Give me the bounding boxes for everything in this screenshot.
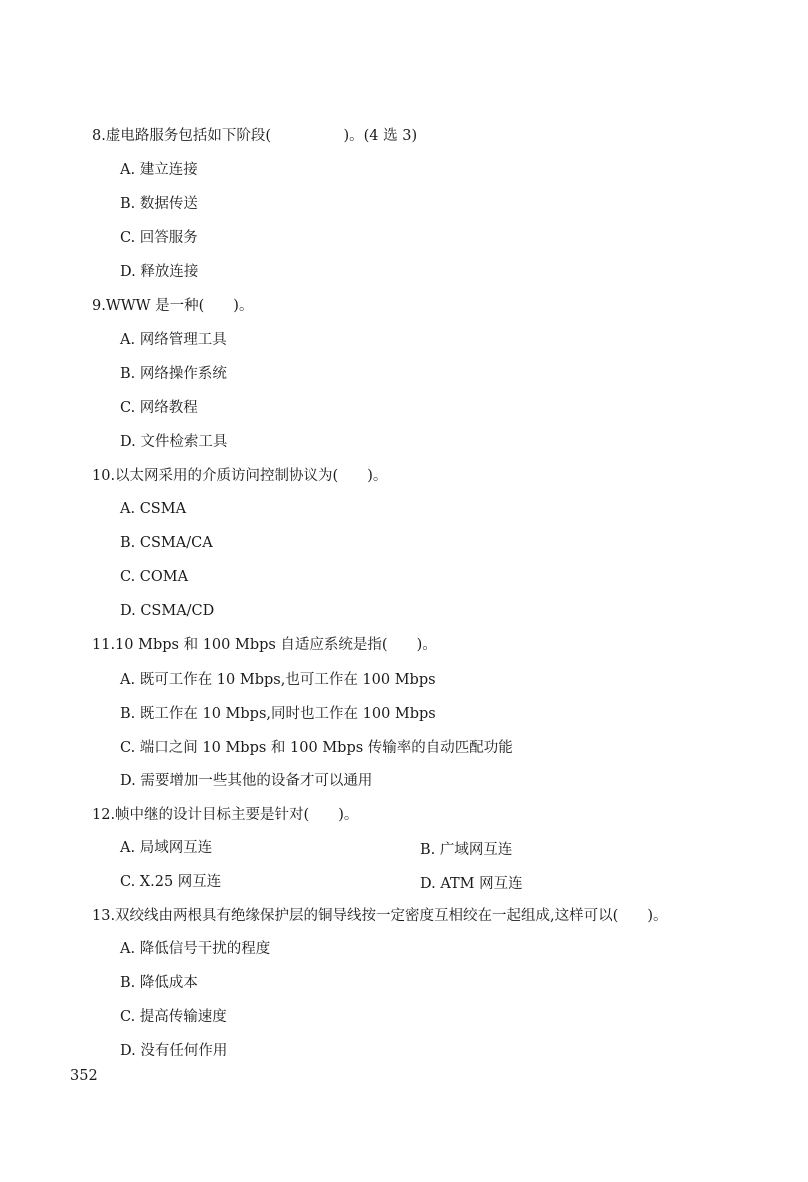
question-10-option-d: D. CSMA/CD [120,603,215,619]
question-8-option-c: C. 回答服务 [120,230,198,246]
question-13-stem: 13.双绞线由两根具有绝缘保护层的铜导线按一定密度互相绞在一起组成,这样可以( )。 [92,908,668,924]
question-11-option-d: D. 需要增加一些其他的设备才可以通用 [120,773,373,789]
question-12-option-a: A. 局域网互连 [120,840,213,856]
question-9-option-b: B. 网络操作系统 [120,366,227,382]
question-10-option-c: C. COMA [120,569,189,585]
question-8-stem: 8.虚电路服务包括如下阶段( )。(4 选 3) [92,128,418,144]
page-number: 352 [70,1068,98,1084]
question-10-option-b: B. CSMA/CA [120,535,213,551]
question-11-option-c: C. 端口之间 10 Mbps 和 100 Mbps 传输率的自动匹配功能 [120,740,513,756]
question-9-stem: 9.WWW 是一种( )。 [92,298,254,314]
question-9-option-a: A. 网络管理工具 [120,332,227,348]
question-12-option-d: D. ATM 网互连 [420,876,523,892]
question-13-option-b: B. 降低成本 [120,975,198,991]
question-8-option-b: B. 数据传送 [120,196,198,212]
question-8-option-d: D. 释放连接 [120,264,199,280]
question-9-option-d: D. 文件检索工具 [120,434,228,450]
question-11-stem: 11.10 Mbps 和 100 Mbps 自适应系统是指( )。 [92,637,437,653]
question-13-option-d: D. 没有任何作用 [120,1043,228,1059]
question-13-option-c: C. 提高传输速度 [120,1009,227,1025]
question-8-option-a: A. 建立连接 [120,162,198,178]
question-10-stem: 10.以太网采用的介质访问控制协议为( )。 [92,468,388,484]
question-12-option-c: C. X.25 网互连 [120,874,222,890]
question-12-option-b: B. 广域网互连 [420,842,513,858]
question-13-option-a: A. 降低信号干扰的程度 [120,941,271,957]
question-12-stem: 12.帧中继的设计目标主要是针对( )。 [92,807,359,823]
question-11-option-a: A. 既可工作在 10 Mbps,也可工作在 100 Mbps [120,672,436,688]
question-9-option-c: C. 网络教程 [120,400,198,416]
question-11-option-b: B. 既工作在 10 Mbps,同时也工作在 100 Mbps [120,706,436,722]
question-10-option-a: A. CSMA [120,501,187,517]
